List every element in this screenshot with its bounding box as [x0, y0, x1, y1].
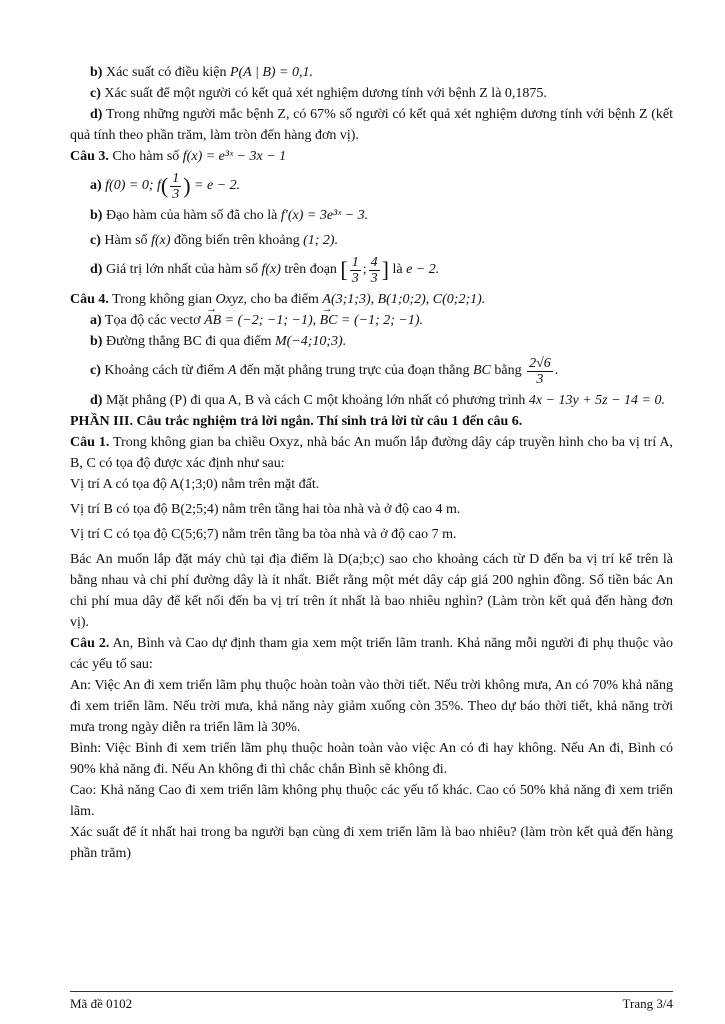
q4-item-c: c) Khoảng cách từ điểm A đến mặt phẳng trung trực của đoạn thẳng BC bằng $\frac{2√6}{3}$ .: [90, 355, 559, 387]
q3-item-c: c) Hàm số f(x) đồng biến trên khoảng (1; 2).: [90, 233, 339, 249]
q4-item-d: d) Mặt phẳng (P) đi qua A, B và cách C một khoảng lớn nhất có phương trình 4x − 13y + 5z − 14 = 0.: [90, 393, 666, 409]
q3-heading: Câu 3. Cho hàm số f(x) = e³ˣ − 3x − 1: [70, 149, 287, 164]
q2-item-d: d) Trong những người mắc bệnh Z, có 67% số người có kết quả xét nghiệm dương tính với bệnh Z (kết quả tính theo phần trăm, làm tròn đến hàng đơn vị).: [70, 107, 674, 143]
q3-item-a: a) f(0) = 0; f( $\frac{1}{3}$ ) = e − 2.: [90, 170, 241, 202]
q2-item-b: b) Xác suất có điều kiện P(A | B) = 0,1.: [90, 65, 313, 80]
p3q1-point-a: Vị trí A có tọa độ A(1;3;0) nằm trên mặt đất.: [70, 477, 320, 493]
fraction: $\frac{1}{3}$: [172, 170, 180, 202]
footer-divider: [70, 991, 673, 992]
p3q1-point-c: Vị trí C có tọa độ C(5;6;7) nằm trên tầng ba tòa nhà và ở độ cao 7 m.: [70, 527, 457, 543]
q3-item-d: d) Giá trị lớn nhất của hàm số f(x) trên đoạn [ $\frac{1}{3}$ ; $\frac{4}{3}$ ] là e − 2.: [90, 254, 440, 286]
q2-item-c: c) Xác suất để một người có kết quả xét nghiệm dương tính với bệnh Z là 0,1875.: [90, 86, 547, 101]
p3q2-cao: Cao: Khả năng Cao đi xem triển lãm không phụ thuộc các yếu tố khác. Cao có 50% khả năng đi xem triển lãm.: [70, 783, 673, 820]
p3q2-an: An: Việc An đi xem triển lãm phụ thuộc hoàn toàn vào thời tiết. Nếu trời không mưa, An có 70% khả năng đi xem triển lãm. Nếu trời mưa, khả năng này giảm xuống còn 35%. Theo dự báo thời tiết, khả năng trời mưa trong ngày diễn ra triển lãm là 30%.: [70, 678, 673, 736]
p3q1-body: Bác An muốn lắp đặt máy chủ tại địa điểm là D(a;b;c) sao cho khoảng cách từ D đến ba vị trí kể trên là bằng nhau và chi phí đường dây là ít nhất. Biết rằng một mét dây cáp giá 200 nghìn đồng. Số tiền bác An chi phí mua dây để kết nối đến ba vị trí trên ít nhất là bao nhiêu nghìn? (Làm tròn kết quả đến hàng đơn vị).: [70, 552, 673, 631]
p3q2-question: Xác suất để ít nhất hai trong ba người bạn cùng đi xem triển lãm là bao nhiêu? (làm tròn kết quả đến hàng phần trăm): [70, 825, 673, 862]
q3-item-b: b) Đạo hàm của hàm số đã cho là f′(x) = 3e³ˣ − 3.: [90, 208, 369, 224]
part3-heading: PHẦN III. Câu trắc nghiệm trả lời ngắn. Thí sinh trả lời từ câu 1 đến câu 6.: [70, 414, 523, 430]
q4-item-a: a) Tọa độ các vectơ → AB = (−2; −1; −1), → BC = (−1; 2; −1).: [70, 310, 673, 331]
p3q1-intro: Câu 1. Trong không gian ba chiều Oxyz, nhà bác An muốn lắp đường dây cáp truyền hình cho ba vị trí A, B, C có tọa độ được xác định như sau:: [70, 435, 673, 472]
exam-code: Mã đề 0102: [70, 996, 133, 1011]
page-content: [70, 62, 673, 864]
q4-item-b: b) Đường thẳng BC đi qua điểm M(−4;10;3).: [90, 334, 347, 350]
q4-heading: Câu 4. Trong không gian Oxyz, cho ba điểm A(3;1;3), B(1;0;2), C(0;2;1).: [70, 292, 486, 308]
p3q1-point-b: Vị trí B có tọa độ B(2;5;4) nằm trên tầng hai tòa nhà và ở độ cao 4 m.: [70, 502, 461, 518]
page-number: Trang 3/4: [622, 996, 673, 1011]
p3q2-intro: Câu 2. An, Bình và Cao dự định tham gia xem một triển lãm tranh. Khả năng mỗi người đi phụ thuộc vào các yếu tố sau:: [70, 636, 673, 673]
p3q2-binh: Bình: Việc Bình đi xem triển lãm phụ thuộc hoàn toàn vào việc An có đi hay không. Nếu An đi, Bình có 90% khả năng đi. Nếu An không đi thì chắc chắn Bình sẽ không đi.: [70, 741, 673, 778]
